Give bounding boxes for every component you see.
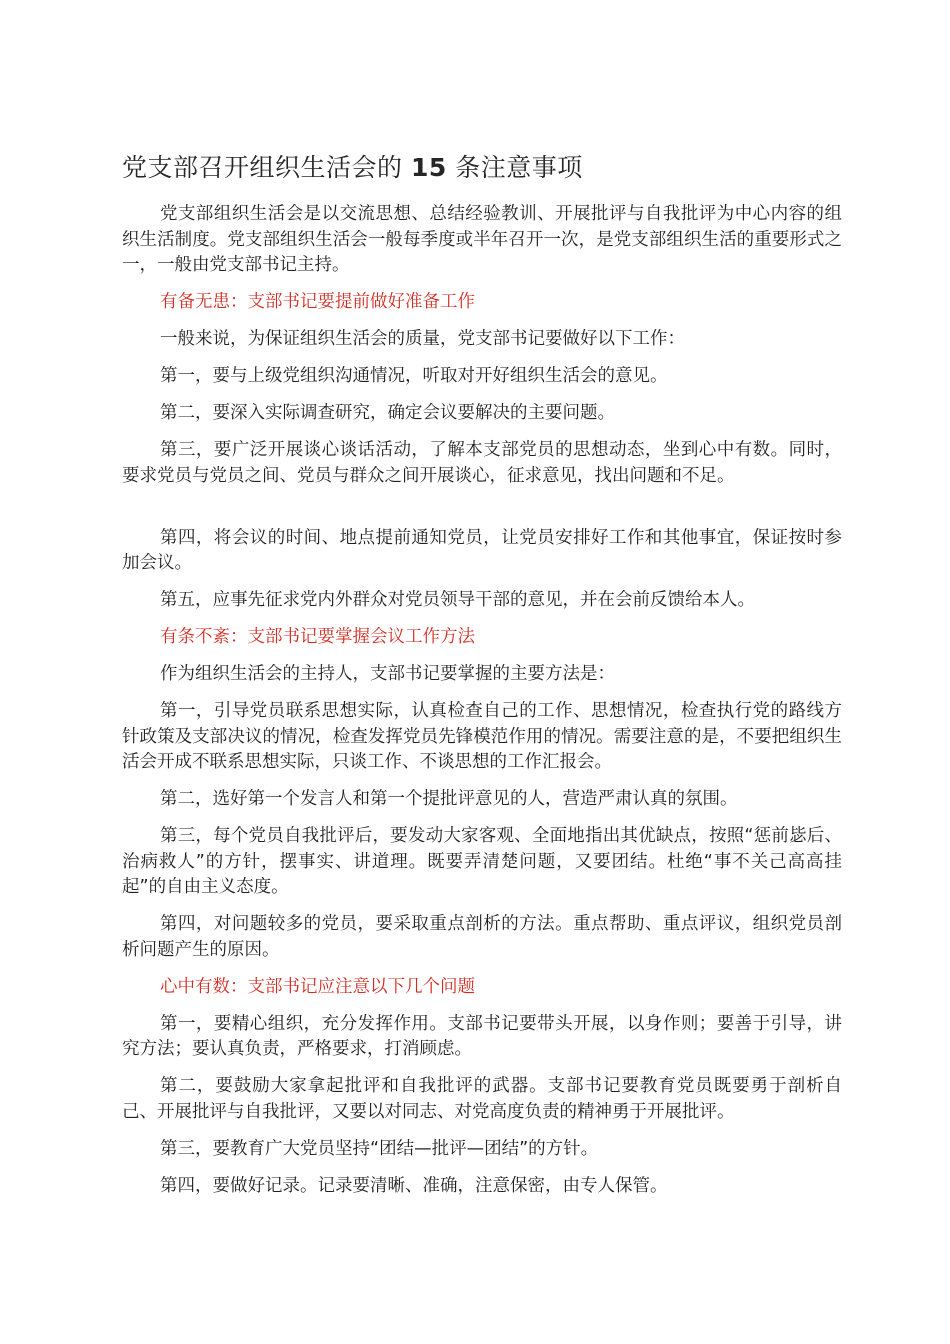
document-page [122, 150, 842, 1211]
page-title [122, 150, 842, 186]
paragraph: 第三，要教育广大党员坚持“团结—批评—团结”的方针。 [160, 1138, 599, 1159]
paragraph: 第五，应事先征求党内外群众对党员领导干部的意见，并在会前反馈给本人。 [160, 590, 755, 610]
paragraph: 第二，选好第一个发言人和第一个提批评意见的人，营造严肃认真的氛围。 [160, 789, 738, 809]
paragraph: 第四，将会议的时间、地点提前通知党员，让党员安排好工作和其他事宜，保证按时参加会议。 [122, 527, 842, 573]
paragraph: 第四，对问题较多的党员，要采取重点剖析的方法。重点帮助、重点评议，组织党员剖析问题产生的原因。 [122, 914, 842, 960]
paragraph: 第一，要与上级党组织沟通情况，听取对开好组织生活会的意见。 [160, 366, 668, 386]
paragraph: 一般来说，为保证组织生活会的质量，党支部书记要做好以下工作： [160, 329, 685, 349]
title-suffix: 条注意事项 [455, 153, 583, 182]
section-heading-preparation: 有备无患：支部书记要提前做好准备工作 [160, 292, 475, 312]
paragraph: 第三，要广泛开展谈心谈话活动，了解本支部党员的思想动态，坐到心中有数。同时，要求党员与党员之间、党员与群众之间开展谈心，征求意见，找出问题和不足。 [122, 440, 842, 486]
title-number: 15 [410, 153, 447, 182]
spacer [122, 501, 842, 526]
paragraph: 第四，要做好记录。记录要清晰、准确，注意保密，由专人保管。 [160, 1175, 668, 1196]
section-heading-notes: 心中有数：支部书记应注意以下几个问题 [160, 976, 475, 997]
section-heading-method: 有条不紊：支部书记要掌握会议工作方法 [160, 627, 475, 647]
paragraph: 第三，每个党员自我批评后，要发动大家客观、全面地指出其优缺点，按照“惩前毖后、治病救人”的方针，摆事实、讲道理。既要弄清楚问题，又要团结。杜绝“事不关己高高挂起”的自由主义态度。 [122, 826, 842, 897]
paragraph: 作为组织生活会的主持人，支部书记要掌握的主要方法是： [160, 664, 615, 684]
paragraph: 第一，引导党员联系思想实际，认真检查自己的工作、思想情况，检查执行党的路线方针政策及支部决议的情况，检查发挥党员先锋模范作用的情况。需要注意的是，不要把组织生活会开成不联系思想实际，只谈工作、不谈思想的工作汇报会。 [122, 701, 842, 772]
paragraph: 第二，要鼓励大家拿起批评和自我批评的武器。支部书记要教育党员既要勇于剖析自己、开展批评与自我批评，又要以对同志、对党高度负责的精神勇于开展批评。 [122, 1076, 842, 1122]
paragraph: 第一，要精心组织，充分发挥作用。支部书记要带头开展，以身作则；要善于引导，讲究方法；要认真负责，严格要求，打消顾虑。 [122, 1013, 842, 1059]
intro-paragraph: 党支部组织生活会是以交流思想、总结经验教训、开展批评与自我批评为中心内容的组织生活制度。党支部组织生活会一般每季度或半年召开一次，是党支部组织生活的重要形式之一，一般由党支部书记主持。 [122, 204, 842, 275]
paragraph: 第二，要深入实际调查研究，确定会议要解决的主要问题。 [160, 403, 615, 423]
title-prefix: 党支部召开组织生活会的 [122, 153, 403, 182]
